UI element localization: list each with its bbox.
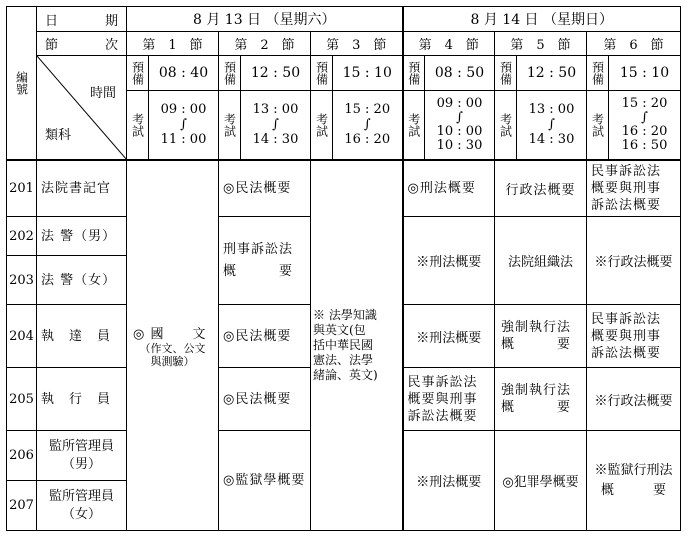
id-header: 編號 [7,7,37,160]
session-1: 第 1 節 [127,32,219,56]
row-category: 執 達 員 [37,305,127,368]
row-id: 201 [7,160,37,217]
row-category: 法 警（男） [37,217,127,256]
s6-206-207: ※監獄行刑法 概 要 [587,431,681,531]
day1-header: 8 月 13 日 （星期六） [127,7,403,32]
exam-label-2: 考試 [219,91,241,160]
s5-204: 強制執行法 概 要 [495,305,587,368]
prep-time-6: 15 : 10 [609,56,681,91]
prep-label-3: 預備 [311,56,333,91]
s6-202-203: ※行政法概要 [587,217,681,305]
s4-206-207: ※刑法概要 [403,431,495,531]
s1-subject-title: ◎ 國 文 [133,326,207,342]
s2-205: ◎民法概要 [219,368,311,431]
exam-label-6: 考試 [587,91,609,160]
s5-202-203: 法院組織法 [495,217,587,305]
row-category: 法 警（女） [37,256,127,305]
row-id: 206 [7,431,37,481]
exam-label-5: 考試 [495,91,517,160]
prep-label-2: 預備 [219,56,241,91]
s4-202-203: ※刑法概要 [403,217,495,305]
s5-205: 強制執行法 概 要 [495,368,587,431]
s6-204: 民事訴訟法 概要與刑事 訴訟法概要 [587,305,681,368]
session-label: 節 次 [37,32,127,56]
prep-time-4: 08 : 50 [425,56,495,91]
session-4: 第 4 節 [403,32,495,56]
s4-205: 民事訴訟法 概要與刑事 訴訟法概要 [403,368,495,431]
s3-subject-text: ※ 法學知識 與英文(包 括中華民國 憲法、法學 緒論、英文) [313,307,378,382]
s5-201: 行政法概要 [495,160,587,217]
exam-label-1: 考試 [127,91,149,160]
s3-subject [311,160,403,531]
session-6: 第 6 節 [587,32,681,56]
prep-time-3: 15 : 10 [333,56,403,91]
row-id: 202 [7,217,37,256]
s6-201: 民事訴訟法 概要與刑事 訴訟法概要 [587,160,681,217]
prep-time-5: 12 : 50 [517,56,587,91]
day2-header: 8 月 14 日 （星期日） [403,7,681,32]
s6-205: ※行政法概要 [587,368,681,431]
prep-label-1: 預備 [127,56,149,91]
s2-206-207: ◎監獄學概要 [219,431,311,531]
row-id: 204 [7,305,37,368]
s5-206-207: ◎犯罪學概要 [495,431,587,531]
category-label: 類科 [45,128,72,143]
date-label: 日 期 [37,7,127,32]
time-category-header [37,56,127,160]
exam-time-1: 09 : 00 ∫ 11 : 00 [149,91,219,160]
row-id: 205 [7,368,37,431]
session-3: 第 3 節 [311,32,403,56]
prep-time-1: 08 : 40 [149,56,219,91]
session-2: 第 2 節 [219,32,311,56]
row-category: 執 行 員 [37,368,127,431]
row-category: 法院書記官 [37,160,127,217]
time-label: 時間 [89,86,116,101]
s4-204: ※刑法概要 [403,305,495,368]
prep-label-6: 預備 [587,56,609,91]
s2-201: ◎民法概要 [219,160,311,217]
s1-subject-sub: （作文、公文 與測驗） [139,341,206,368]
s2-204: ◎民法概要 [219,305,311,368]
exam-time-5: 13 : 00 ∫ 14 : 30 [517,91,587,160]
prep-label-5: 預備 [495,56,517,91]
prep-time-2: 12 : 50 [241,56,311,91]
row-category: 監所管理員 （女） [37,481,127,531]
exam-time-3: 15 : 20 ∫ 16 : 20 [333,91,403,160]
s4-201: ◎刑法概要 [403,160,495,217]
session-5: 第 5 節 [495,32,587,56]
exam-time-2: 13 : 00 ∫ 14 : 30 [241,91,311,160]
s2-202-203: 刑事訴訟法 概 要 [219,217,311,305]
row-id: 207 [7,481,37,531]
exam-time-4: 09 : 00 ∫ 10 : 00 10 : 30 [425,91,495,160]
row-category: 監所管理員 （男） [37,431,127,481]
prep-label-4: 預備 [403,56,425,91]
exam-schedule-table [6,6,681,531]
s1-subject [127,160,219,531]
row-id: 203 [7,256,37,305]
exam-label-4: 考試 [403,91,425,160]
exam-time-6: 15 : 20 ∫ 16 : 20 16 : 50 [609,91,681,160]
exam-label-3: 考試 [311,91,333,160]
